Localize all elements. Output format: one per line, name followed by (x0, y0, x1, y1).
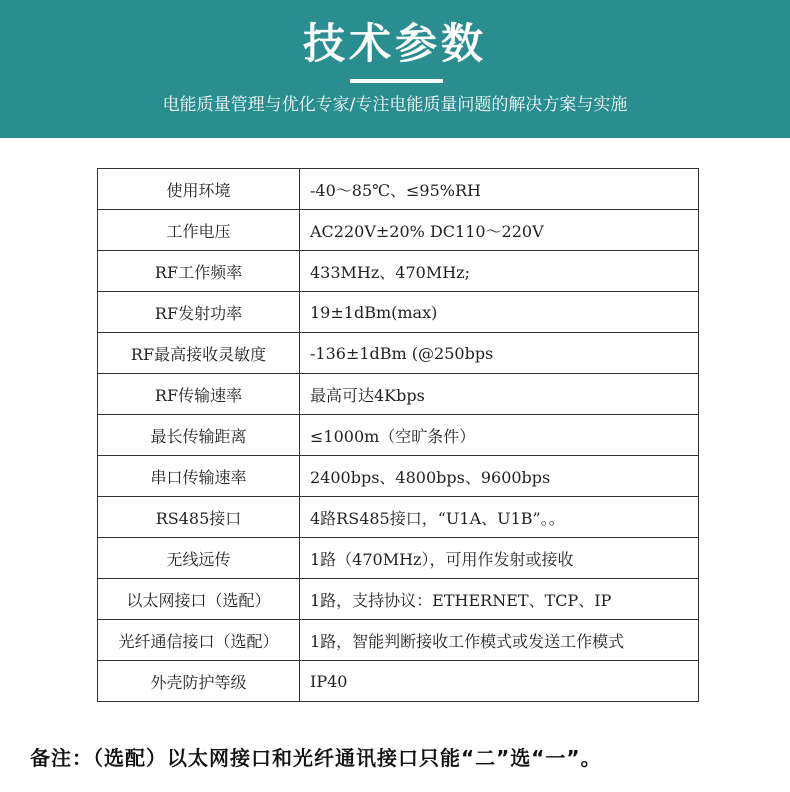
table-row (98, 456, 699, 497)
spec-key: 串口传输速率 (98, 456, 300, 497)
spec-value: IP40 (300, 661, 699, 702)
table-row (98, 251, 699, 292)
table-row (98, 620, 699, 661)
spec-value: 2400bps、4800bps、9600bps (300, 456, 699, 497)
table-row (98, 292, 699, 333)
spec-key: 使用环境 (98, 169, 300, 210)
spec-value: ≤1000m（空旷条件） (300, 415, 699, 456)
spec-key: 工作电压 (98, 210, 300, 251)
spec-value: -40～85℃、≤95%RH (300, 169, 699, 210)
spec-key: RS485接口 (98, 497, 300, 538)
spec-value: -136±1dBm (@250bps (300, 333, 699, 374)
table-row (98, 333, 699, 374)
table-row (98, 374, 699, 415)
spec-table (97, 168, 699, 702)
page-subtitle: 电能质量管理与优化专家/专注电能质量问题的解决方案与实施 (162, 95, 628, 115)
spec-key: 光纤通信接口（选配） (98, 620, 300, 661)
table-row (98, 497, 699, 538)
spec-key: 以太网接口（选配） (98, 579, 300, 620)
table-row (98, 210, 699, 251)
table-row (98, 415, 699, 456)
spec-key: RF最高接收灵敏度 (98, 333, 300, 374)
page-title: 技术参数 (302, 19, 487, 68)
spec-value: 1路，支持协议：ETHERNET、TCP、IP (300, 579, 699, 620)
table-row (98, 661, 699, 702)
spec-key: RF发射功率 (98, 292, 300, 333)
spec-value: 最高可达4Kbps (300, 374, 699, 415)
spec-key: 外壳防护等级 (98, 661, 300, 702)
spec-value: 4路RS485接口，“U1A、U1B”。。 (300, 497, 699, 538)
spec-value: 1路（470MHz），可用作发射或接收 (300, 538, 699, 579)
spec-value: 19±1dBm(max) (300, 292, 699, 333)
spec-value: 1路，智能判断接收工作模式或发送工作模式 (300, 620, 699, 661)
table-row (98, 169, 699, 210)
footnote: 备注：（选配）以太网接口和光纤通讯接口只能“二”选“一”。 (30, 746, 602, 770)
spec-key: 无线远传 (98, 538, 300, 579)
spec-value: 433MHz、470MHz; (300, 251, 699, 292)
table-row (98, 538, 699, 579)
spec-key: RF传输速率 (98, 374, 300, 415)
header-banner (0, 0, 790, 138)
table-row (98, 579, 699, 620)
spec-key: 最长传输距离 (98, 415, 300, 456)
spec-key: RF工作频率 (98, 251, 300, 292)
spec-value: AC220V±20% DC110～220V (300, 210, 699, 251)
title-underline (350, 79, 443, 83)
